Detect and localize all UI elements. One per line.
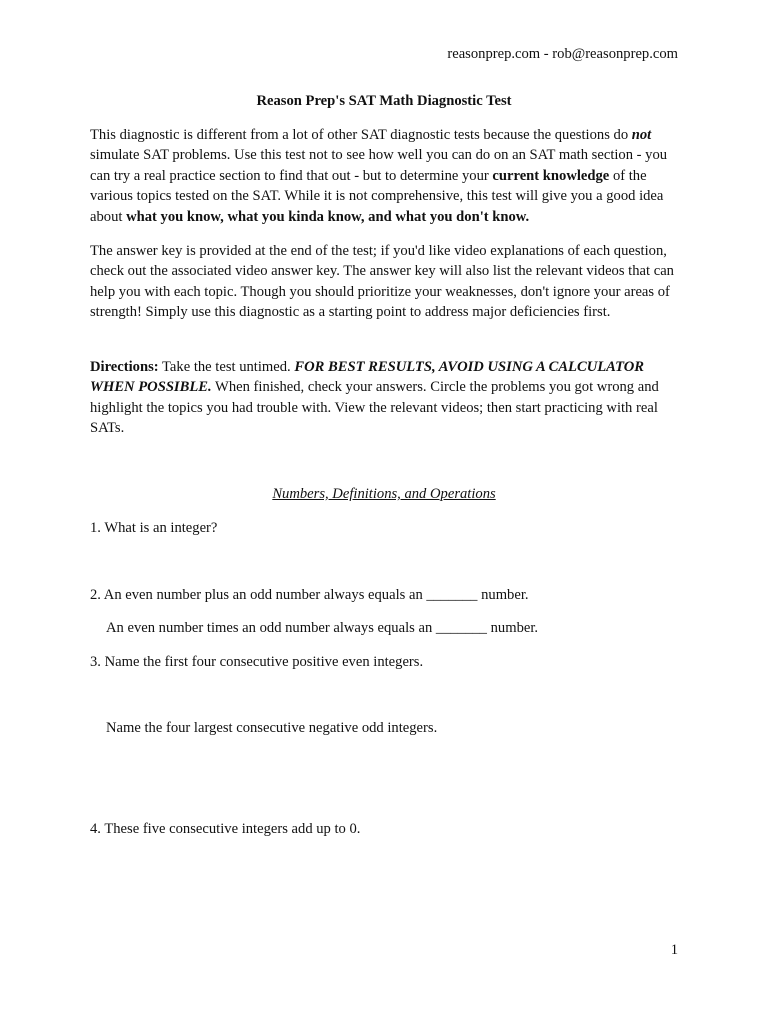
question-3: 3. Name the first four consecutive positive even integers. <box>90 654 424 670</box>
directions-calculator-warning: FOR BEST RESULTS, AVOID USING A CALCULATOR WHEN POSSIBLE. <box>90 359 645 396</box>
directions-text-2: When finished, check your answers. Circle the problems you got wrong and highlight the topics you had trouble with. View the relevant videos; then start practicing with real SATs. <box>90 379 659 437</box>
question-4: 4. These five consecutive integers add up to 0. <box>90 821 361 837</box>
section-title: Numbers, Definitions, and Operations <box>272 486 496 502</box>
directions-text-1: Take the test untimed. <box>158 359 295 375</box>
intro-emphasis-not: not <box>631 127 652 143</box>
header-contact: reasonprep.com - rob@reasonprep.com <box>447 46 678 62</box>
page-number: 1 <box>670 942 678 958</box>
directions-label: Directions: <box>90 359 159 375</box>
intro-text-1: This diagnostic is different from a lot of other SAT diagnostic tests because the questions do <box>90 127 632 143</box>
document-title: Reason Prep's SAT Math Diagnostic Test <box>256 93 512 109</box>
intro-text-2: simulate SAT problems. Use this test not to see how well you can do on an SAT math section - you can try a real practice section to find that out - but to determine your <box>90 147 668 184</box>
intro-bold-knowledge: current knowledge <box>492 167 610 184</box>
question-3-part-b: Name the four largest consecutive negative odd integers. <box>106 720 438 736</box>
directions-paragraph <box>90 357 680 439</box>
question-2-part-b: An even number times an odd number always equals an _______ number. <box>106 620 539 636</box>
intro-bold-know: what you know, what you kinda know, and what you don't know. <box>126 208 530 225</box>
question-2: 2. An even number plus an odd number always equals an _______ number. <box>90 587 529 603</box>
question-1: 1. What is an integer? <box>90 520 218 536</box>
intro-paragraph <box>90 125 680 227</box>
answer-key-paragraph: The answer key is provided at the end of the test; if you'd like video explanations of each question, check out the associated video answer key. The answer key will also list the relevant videos that can help you with each topic. Though you should prioritize your weaknesses, don't ignore your areas of strength! Simply use this diagnostic as a starting point to address major deficiencies first. <box>90 243 674 321</box>
intro-text-3: of the various topics tested on the SAT. While it is not comprehensive, this test will give you a good idea about <box>90 167 664 225</box>
